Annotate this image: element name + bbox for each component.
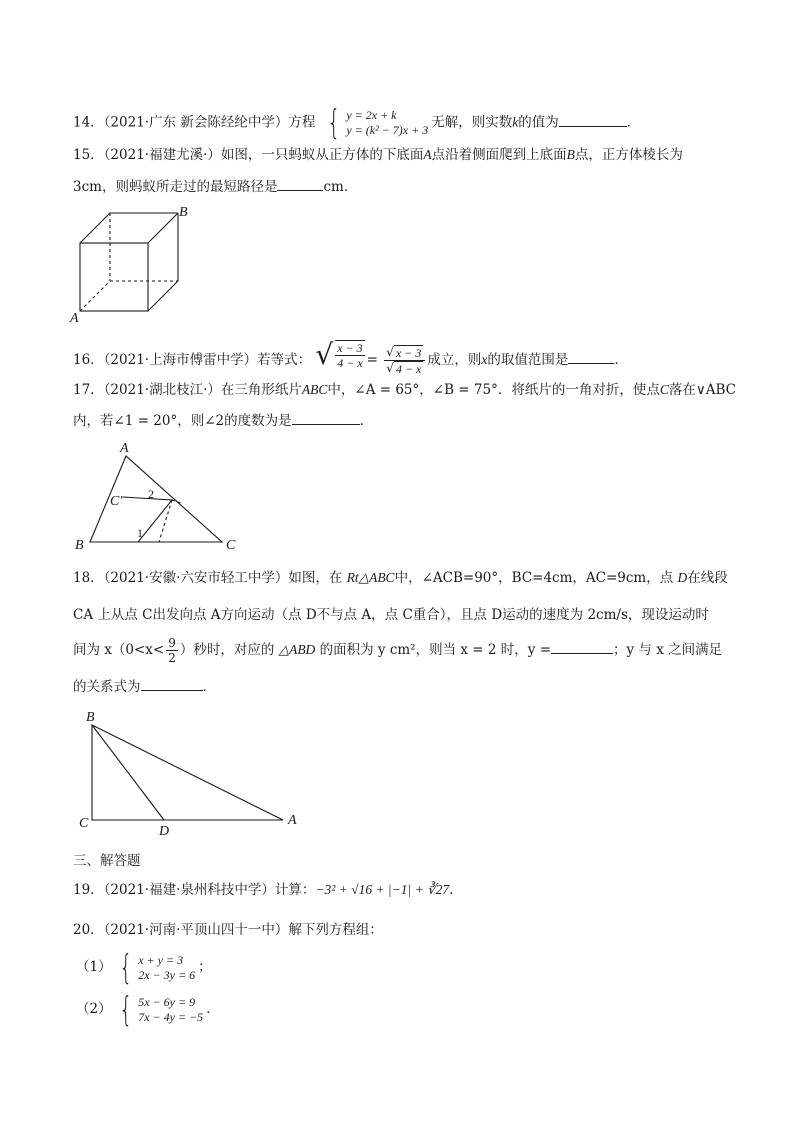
question-number: 14．: [73, 114, 104, 131]
numerator: x − 3: [395, 346, 422, 360]
q15-text-5: cm．: [323, 179, 358, 195]
equation-2: y = (k² − 7)x + 3: [346, 123, 429, 137]
question-16: [73, 340, 628, 376]
equation-2: 7x − 4y = −5: [138, 1009, 204, 1024]
q17-text-3: ．将纸片的一角对折，使点: [497, 382, 660, 398]
cube-label-a: A: [70, 311, 79, 324]
question-number: 17．: [73, 382, 104, 398]
q16-text-1: 若等式：: [257, 352, 312, 368]
period: ．: [206, 1001, 220, 1017]
question-20: [73, 920, 383, 940]
label-a: A: [288, 813, 297, 828]
period: ．: [614, 352, 628, 368]
question-18-line-4: [73, 676, 216, 697]
answer-blank[interactable]: [551, 639, 613, 654]
point-b: B: [566, 147, 575, 162]
question-15-line-2: [73, 176, 357, 197]
q18-text-4: CA 上从点 C出发向点 A方向运动（点 D不与点 A，点 C重合），且点 D运动的速度为 2cm/s，现设运动时: [73, 607, 709, 623]
part-label: （2）: [76, 1001, 112, 1017]
answer-blank[interactable]: [292, 410, 360, 425]
q20-text-1: 解下列方程组：: [288, 922, 383, 938]
q15-text-1: 如图，一只蚂蚁从正方体的下底面: [220, 147, 424, 163]
question-source: （2021·上海市傅雷中学）: [103, 352, 258, 368]
triangle-symbol: ∨ABC: [695, 382, 736, 398]
brace-icon: {: [118, 989, 132, 1030]
right-triangle-figure: [76, 704, 306, 843]
section-heading: 三、解答题: [73, 853, 141, 869]
brace-icon: {: [118, 947, 132, 988]
equation-1: y = 2x + k: [346, 108, 397, 122]
q15-text-4: 3cm，则蚂蚁所走过的最短路径是: [73, 179, 278, 195]
label-angle-1: 1: [137, 526, 143, 540]
question-19: [73, 880, 463, 900]
question-18-line-3: [73, 636, 722, 665]
q18-text-1: 如图，在: [288, 570, 343, 586]
question-17: [73, 380, 736, 400]
radical-icon: √: [386, 345, 394, 359]
q18-text-7: 的面积为 y cm²，则当 x = 2 时，y =: [319, 642, 552, 658]
question-source: （2021·河南·平顶山四十一中）: [103, 922, 289, 938]
question-source: （2021·湖北枝江·）: [103, 382, 221, 398]
x-range: x（0<x<: [104, 642, 165, 658]
q16-text-2: 成立，则: [427, 352, 482, 368]
brace-icon: {: [327, 103, 340, 143]
separator: ，: [419, 382, 433, 398]
denominator: 2: [168, 651, 176, 665]
triangle-name: ABC: [301, 382, 328, 397]
question-18-line-2: [73, 605, 709, 625]
label-d: D: [159, 824, 170, 839]
answer-blank[interactable]: [559, 112, 627, 127]
angle-a: ∠A = 65°: [354, 382, 420, 398]
answer-blank[interactable]: [568, 349, 614, 364]
semicolon: ；: [198, 959, 212, 975]
question-number: 18．: [73, 570, 104, 586]
right-triangle: Rt△ABC: [346, 570, 395, 585]
q18-text-6: ）秒时，对应的: [179, 642, 275, 658]
equation-1: 5x − 6y = 9: [138, 994, 196, 1009]
label-b: B: [75, 538, 84, 553]
q17-text-1: 在三角形纸片: [220, 382, 302, 398]
equation-2: 2x − 3y = 6: [138, 967, 196, 982]
angle-1: ∠1 = 20°: [113, 413, 178, 429]
cube-figure: [68, 204, 193, 328]
question-15: [73, 145, 683, 165]
equation-system: [115, 947, 196, 988]
question-14: [73, 103, 641, 143]
question-17-line-2: [73, 410, 373, 431]
q18-text-9: 的关系式为: [73, 679, 141, 695]
q17-text-2: 中，: [327, 382, 355, 398]
question-number: 20．: [73, 922, 104, 938]
question-source: （2021·安徽·六安市轻工中学）: [103, 570, 289, 586]
radical-icon: √: [386, 361, 394, 375]
cube-label-b: B: [179, 205, 188, 220]
q18-text-8: ；y 与 x 之间满足: [613, 642, 723, 658]
part-label: （1）: [76, 959, 112, 975]
question-number: 15．: [73, 147, 104, 163]
label-c: C: [79, 816, 89, 831]
q15-text-3: 点，正方体棱长为: [574, 147, 683, 163]
question-18: [73, 568, 728, 588]
fraction-of-roots: [384, 345, 425, 376]
question-number: 19．: [73, 882, 104, 898]
triangle-fold-figure: [70, 442, 245, 558]
numerator: x − 3: [337, 341, 363, 355]
q18-text-2: 中，∠ACB=90°，BC=4cm，AC=9cm，点: [394, 570, 674, 586]
label-angle-2: 2: [148, 487, 154, 501]
angle-b: ∠B = 75°: [432, 382, 498, 398]
period: ．: [449, 882, 463, 898]
expression: −3² + √16 + |−1| + ∛27: [315, 882, 450, 897]
q15-text-2: 点沿着侧面爬到上底面: [431, 147, 567, 163]
q17-text-6: ，则∠2的度数为是: [177, 413, 292, 429]
equals-sign: =: [366, 352, 378, 368]
answer-blank[interactable]: [277, 176, 323, 191]
q19-text-1: 计算：: [274, 882, 316, 898]
question-source: （2021·福建尤溪·）: [103, 147, 221, 163]
label-c-prime: C′: [110, 494, 123, 509]
question-20-part-2: [76, 989, 220, 1030]
q18-text-5: 间为: [73, 642, 100, 658]
q18-text-3: 在线段: [687, 570, 728, 586]
label-c: C: [226, 538, 236, 553]
label-b: B: [86, 710, 95, 725]
var-x: x: [481, 352, 488, 367]
fraction-nine-halves: [166, 636, 178, 665]
question-20-part-1: [76, 947, 212, 988]
var-k: k: [512, 114, 519, 130]
equation-system: [115, 989, 204, 1030]
point-a: A: [423, 147, 432, 162]
triangle-abd: △ABD: [278, 642, 316, 657]
numerator: 9: [168, 636, 176, 650]
denominator: 4 − x: [337, 356, 363, 370]
q14-text-3: 的值为: [518, 114, 559, 131]
answer-blank[interactable]: [141, 676, 203, 691]
question-source: （2021·福建·泉州科技中学）: [103, 882, 275, 898]
denominator: 4 − x: [395, 362, 422, 376]
period: ．: [202, 679, 216, 695]
question-source: （2021·广东 新会陈经纶中学）: [103, 114, 289, 131]
question-number: 16．: [73, 352, 104, 368]
radical-icon: √: [315, 338, 334, 371]
label-a: A: [120, 442, 129, 456]
q16-text-3: 的取值范围是: [487, 352, 569, 368]
equation-1: x + y = 3: [138, 952, 184, 967]
point-d: D: [677, 570, 688, 585]
period: ．: [359, 413, 374, 429]
point-c: C: [659, 382, 669, 397]
q17-text-5: 内，若: [73, 413, 114, 429]
sqrt-fraction: [315, 340, 366, 370]
period: ．: [626, 114, 641, 131]
q17-text-4: 落在: [668, 382, 696, 398]
q14-text-2: 无解，则实数: [431, 114, 513, 131]
equation-system: [323, 103, 429, 143]
q14-text-1: 方程: [288, 114, 316, 131]
